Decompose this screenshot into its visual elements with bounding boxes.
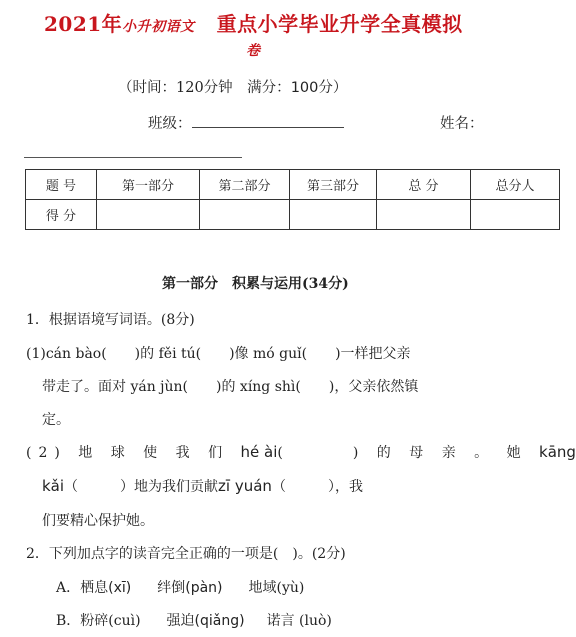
score-cell[interactable] — [377, 200, 471, 230]
text-run: （ ）地为我们贡献 — [64, 479, 219, 495]
table-header: 总 分 — [377, 170, 471, 200]
q1-part1-line3: 定。 — [42, 412, 70, 428]
table-header: 第二部分 — [200, 170, 290, 200]
question-1-title: 1．根据语境写词语。(8分) — [26, 312, 195, 328]
pinyin: hé ài — [240, 443, 278, 461]
option-a-word1: A．栖息 — [56, 580, 109, 596]
text-run: （ ），我 — [271, 479, 363, 495]
name-blank-line[interactable] — [24, 157, 242, 158]
title-continuation: 卷 — [246, 43, 260, 59]
text-run: (2) 地 球 使 我 们 — [26, 445, 241, 461]
class-label: 班级： — [148, 116, 192, 132]
q1-part2-line1 — [26, 442, 576, 462]
pinyin: (pàn) — [185, 580, 223, 596]
exam-title — [44, 8, 463, 37]
score-table-header-row — [26, 170, 560, 200]
section-title: 第一部分 积累与运用(34分) — [162, 276, 349, 292]
option-b-word3: 诺言 (luò) — [266, 613, 332, 629]
time-text: （时间：120分钟 满分： — [118, 80, 291, 96]
score-cell[interactable] — [471, 200, 560, 230]
title-main: 重点小学毕业升学全真模拟 — [216, 12, 463, 36]
time-info — [118, 76, 347, 97]
q1-part1-line2: 带走了。面对 yán jùn( )的 xíng shì( )，父亲依然镇 — [42, 379, 419, 395]
table-header: 总分人 — [471, 170, 560, 200]
table-header: 第三部分 — [290, 170, 377, 200]
pinyin: (xī) — [108, 580, 132, 596]
text-run: ( ) 的 母 亲 。 她 — [277, 445, 540, 461]
class-field — [148, 112, 344, 133]
class-blank[interactable] — [192, 113, 344, 128]
score-cell[interactable] — [200, 200, 290, 230]
score-table-score-row — [26, 200, 560, 230]
full-score: 100 — [290, 80, 319, 96]
pinyin: kāng — [539, 443, 576, 461]
option-a-word2: 绊倒 — [157, 580, 186, 596]
option-a-word3: 地域(yù) — [248, 580, 305, 596]
q1-part1-line1: (1)cán bào( )的 fěi tú( )像 mó guǐ( )一样把父亲 — [26, 346, 411, 362]
title-subject: 小升初语文 — [122, 19, 195, 35]
pinyin: zī yuán — [218, 477, 272, 495]
option-b-word2: 强迫 — [166, 613, 195, 629]
score-cell[interactable] — [290, 200, 377, 230]
time-end: 分） — [318, 80, 348, 96]
option-b-word1: B．粉碎(cuì) — [56, 613, 141, 629]
option-a[interactable] — [56, 577, 304, 597]
title-year: 2021年 — [44, 12, 123, 36]
score-cell[interactable] — [97, 200, 200, 230]
q1-part2-line3: 们要精心保护她。 — [42, 513, 154, 529]
pinyin: (qiǎng) — [194, 613, 245, 629]
q1-part2-line2 — [42, 476, 363, 496]
name-label: 姓名： — [440, 116, 484, 132]
table-header: 第一部分 — [97, 170, 200, 200]
table-header: 题 号 — [26, 170, 97, 200]
pinyin: kǎi — [42, 477, 65, 495]
score-table — [25, 169, 560, 230]
question-2-title: 2．下列加点字的读音完全正确的一项是( )。(2分) — [26, 546, 346, 562]
option-b[interactable] — [56, 610, 332, 630]
score-row-label: 得 分 — [26, 200, 97, 230]
